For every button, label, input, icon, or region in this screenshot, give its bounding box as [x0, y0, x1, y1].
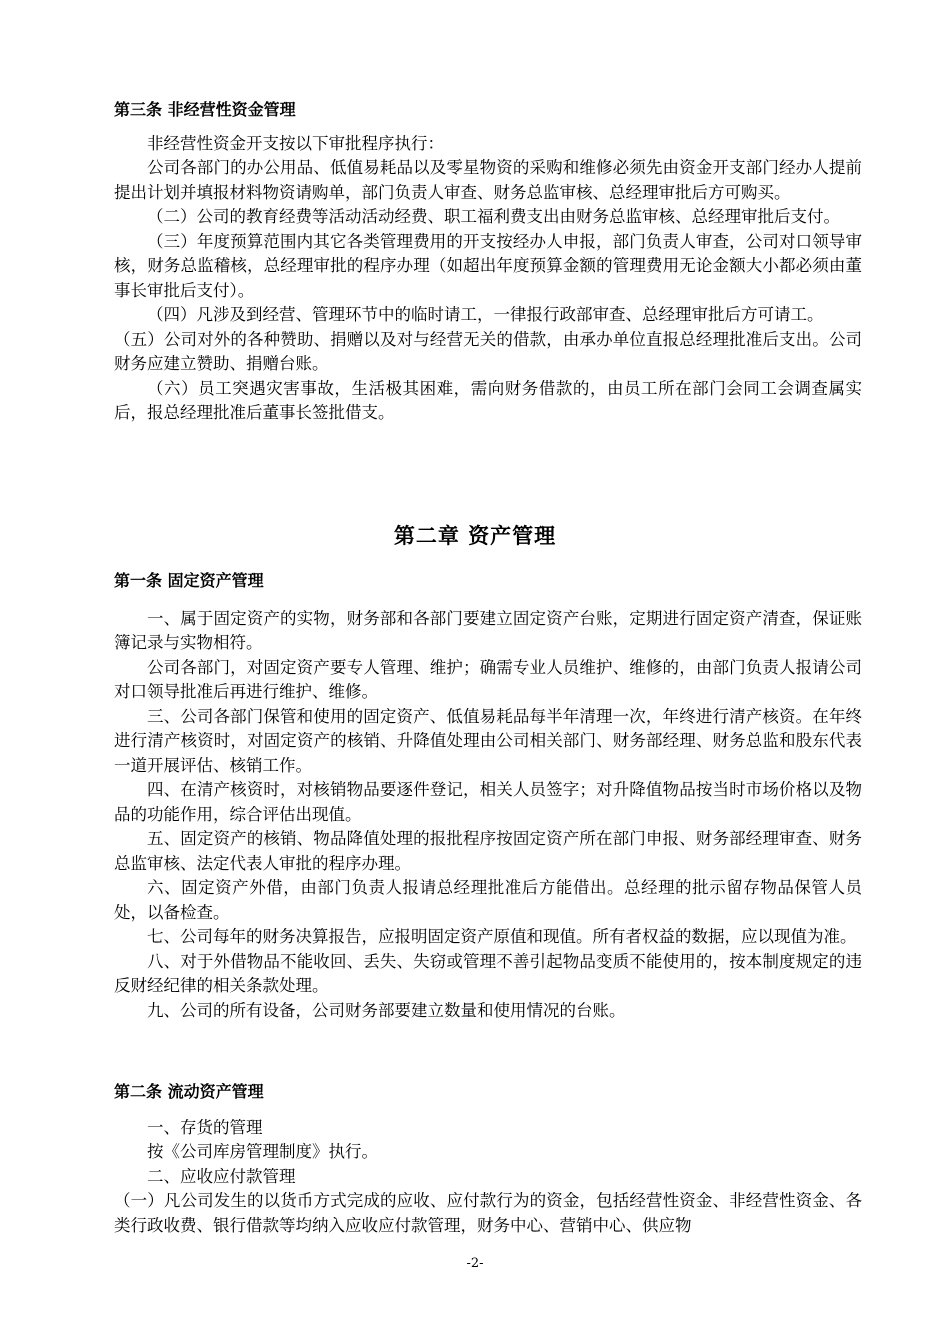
chapter-title: 第二章 资产管理 — [393, 523, 557, 548]
paragraph: 公司各部门，对固定资产要专人管理、维护；确需专业人员维护、维修的，由部门负责人报请公司对口领导批准后再进行维护、维修。 — [114, 657, 862, 701]
paragraph: （五）公司对外的各种赞助、捐赠以及对与经营无关的借款，由承办单位直报总经理批准后支出。公司财务应建立赞助、捐赠台账。 — [114, 329, 862, 373]
paragraph: 四、在清产核资时，对核销物品要逐件登记，相关人员签字；对升降值物品按当时市场价格以及物品的功能作用，综合评估出现值。 — [114, 780, 862, 824]
section-current-assets — [114, 1080, 862, 1238]
paragraph: （一）凡公司发生的以货币方式完成的应收、应付款行为的资金，包括经营性资金、非经营性资金、各类行政收费、银行借款等均纳入应收应付款管理，财务中心、营销中心、供应物 — [114, 1191, 862, 1235]
paragraph: 按《公司库房管理制度》执行。 — [147, 1142, 378, 1161]
paragraph: 一、属于固定资产的实物，财务部和各部门要建立固定资产台账，定期进行固定资产清查，保证账簿记录与实物相符。 — [114, 608, 862, 652]
paragraph: 五、固定资产的核销、物品降值处理的报批程序按固定资产所在部门申报、财务部经理审查、财务总监审核、法定代表人审批的程序办理。 — [114, 829, 862, 873]
section-heading: 第二条 流动资产管理 — [114, 1082, 264, 1101]
paragraph: （六）员工突遇灾害事故，生活极其困难，需向财务借款的，由员工所在部门会同工会调查属实后，报总经理批准后董事长签批借支。 — [114, 378, 862, 422]
paragraph: 非经营性资金开支按以下审批程序执行： — [147, 133, 444, 153]
section-heading: 第三条 非经营性资金管理 — [114, 100, 296, 119]
section-non-operating-funds — [114, 98, 862, 426]
paragraph: （三）年度预算范围内其它各类管理费用的开支按经办人申报，部门负责人审查，公司对口领导审核，财务总监稽核，总经理审批的程序办理（如超出年度预算金额的管理费用无论金额大小都必须由董事长审批后支付）。 — [114, 231, 862, 300]
paragraph: 一、存货的管理 — [147, 1117, 263, 1137]
section-heading: 第一条 固定资产管理 — [114, 571, 264, 590]
paragraph: 二、应收应付款管理 — [147, 1166, 296, 1186]
paragraph: （二）公司的教育经费等活动活动经费、职工福利费支出由财务总监审核、总经理审批后支付。 — [147, 207, 840, 226]
paragraph: 公司各部门的办公用品、低值易耗品以及零星物资的采购和维修必须先由资金开支部门经办人提前提出计划并填报材料物资请购单，部门负责人审查、财务总监审核、总经理审批后方可购买。 — [114, 158, 862, 202]
paragraph: 八、对于外借物品不能收回、丢失、失窃或管理不善引起物品变质不能使用的，按本制度规定的违反财经纪律的相关条款处理。 — [114, 951, 862, 995]
section-fixed-assets — [114, 569, 862, 1023]
page-number: -2- — [466, 1256, 484, 1271]
paragraph: 七、公司每年的财务决算报告，应报明固定资产原值和现值。所有者权益的数据，应以现值为准。 — [147, 927, 857, 946]
paragraph: 九、公司的所有设备，公司财务部要建立数量和使用情况的台账。 — [147, 1000, 626, 1020]
paragraph: （四）凡涉及到经营、管理环节中的临时请工，一律报行政部审查、总经理审批后方可请工。 — [147, 305, 824, 324]
paragraph: 三、公司各部门保管和使用的固定资产、低值易耗品每半年清理一次，年终进行清产核资。在年终进行清产核资时，对固定资产的核销、升降值处理由公司相关部门、财务部经理、财务总监和股东代表一道开展评估、核销工作。 — [114, 706, 862, 775]
paragraph: 六、固定资产外借，由部门负责人报请总经理批准后方能借出。总经理的批示留存物品保管人员处，以备检查。 — [114, 878, 862, 922]
